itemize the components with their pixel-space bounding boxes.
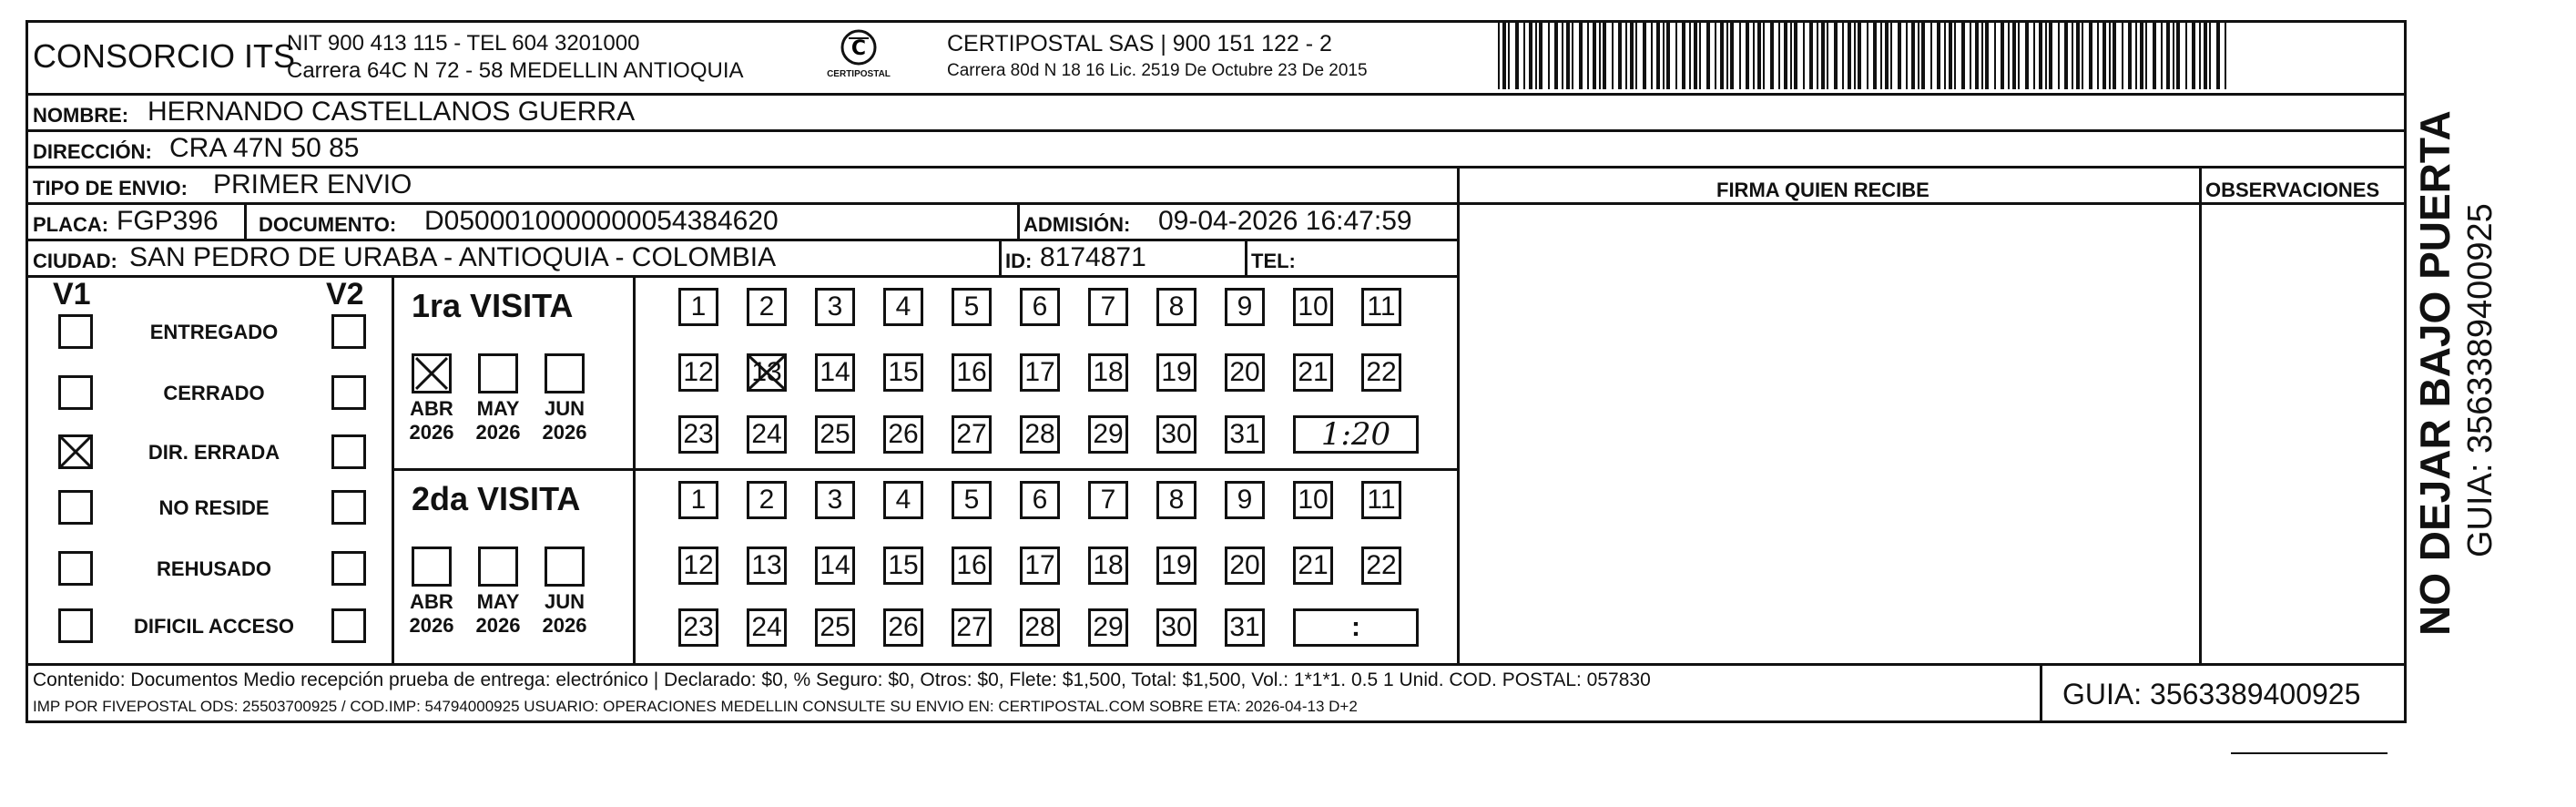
month-checkbox[interactable]: [478, 547, 518, 587]
barcode-bar: [1880, 22, 1882, 89]
id-label: ID:: [1005, 250, 1033, 272]
barcode-bar: [1873, 22, 1877, 89]
barcode-bar: [1663, 22, 1665, 89]
barcode-bar: [1944, 22, 1946, 89]
barcode-bar: [2153, 22, 2156, 89]
barcode-bar: [1508, 22, 1510, 89]
month-checkbox[interactable]: [545, 547, 585, 587]
barcode-bar: [1726, 22, 1728, 89]
barcode-bar: [1757, 22, 1761, 89]
barcode-bar: [1529, 22, 1532, 89]
barcode-bar: [1949, 22, 1952, 89]
barcode-bar: [1794, 22, 1797, 89]
day-box[interactable]: 11: [1361, 481, 1401, 519]
visit-title: 1ra VISITA: [412, 287, 574, 324]
barcode-bar: [2058, 22, 2060, 89]
barcode-bar: [1985, 22, 1989, 89]
day-box[interactable]: 27: [952, 608, 992, 647]
day-box[interactable]: 7: [1088, 288, 1128, 326]
tipo-label: TIPO DE ENVIO:: [33, 177, 188, 199]
barcode-bar: [2216, 22, 2220, 89]
day-box[interactable]: 8: [1156, 288, 1196, 326]
day-box[interactable]: 4: [883, 481, 923, 519]
barcode-bar: [2199, 22, 2201, 89]
day-box[interactable]: 24: [747, 608, 787, 647]
day-box[interactable]: 31: [1225, 415, 1265, 454]
v1-checkbox[interactable]: [58, 608, 93, 643]
barcode-bar: [2204, 22, 2207, 89]
barcode-bar: [1562, 22, 1563, 89]
barcode-bar: [1625, 22, 1627, 89]
footer-guia: GUIA: 3563389400925: [2062, 678, 2361, 710]
direccion-value: CRA 47N 50 85: [169, 133, 360, 163]
barcode-bar: [1599, 22, 1601, 89]
barcode-bar: [2109, 22, 2111, 89]
barcode-bar: [2140, 22, 2143, 89]
day-box[interactable]: 16: [952, 353, 992, 392]
admision-label: ADMISIÓN:: [1023, 213, 1131, 236]
day-box[interactable]: 7: [1088, 481, 1128, 519]
status-label: DIR. ERRADA: [148, 441, 280, 464]
day-box[interactable]: 3: [815, 481, 855, 519]
day-box[interactable]: 19: [1156, 353, 1196, 392]
day-box[interactable]: 15: [883, 547, 923, 585]
day-box[interactable]: 24: [747, 415, 787, 454]
day-box[interactable]: 16: [952, 547, 992, 585]
day-box[interactable]: 22: [1361, 353, 1401, 392]
day-box[interactable]: 13: [747, 547, 787, 585]
time-box[interactable]: :: [1293, 608, 1419, 647]
barcode-bar: [2135, 22, 2137, 89]
day-box[interactable]: 21: [1293, 353, 1333, 392]
day-box[interactable]: 15: [883, 353, 923, 392]
barcode-bar: [2025, 22, 2029, 89]
day-box[interactable]: 30: [1156, 608, 1196, 647]
day-box[interactable]: 31: [1225, 608, 1265, 647]
side-guia: GUIA: 3563389400925: [2461, 203, 2500, 557]
barcode-bar: [1821, 22, 1825, 89]
barcode-bar: [2161, 22, 2163, 89]
barcode-bar: [1579, 22, 1583, 89]
barcode-bar: [1994, 22, 1996, 89]
day-box[interactable]: 14: [815, 353, 855, 392]
day-box[interactable]: 9: [1225, 481, 1265, 519]
barcode-bar: [2039, 22, 2042, 89]
barcode-bar: [1682, 22, 1685, 89]
barcode-bar: [2166, 22, 2170, 89]
contenido-text: Contenido: Documentos Medio recepción prueba de entrega: electrónico | Declarado: $0, % Seguro: $0, Otros: $0, Flete: $1,500, Total: $1,500, Vol.: 1*1*1. 0.5 1 Unid. COD. POSTAL: 057830: [33, 669, 1651, 690]
barcode-bar: [1566, 22, 1570, 89]
company-name: CONSORCIO ITS: [33, 37, 296, 75]
barcode-bar: [1809, 22, 1813, 89]
barcode-bar: [1554, 22, 1558, 89]
barcode-bar: [1770, 22, 1774, 89]
v1-checkbox[interactable]: [58, 434, 93, 469]
v1-checkbox[interactable]: [58, 490, 93, 525]
status-label: NO RESIDE: [158, 496, 270, 519]
barcode-bar: [1981, 22, 1983, 89]
barcode-bar: [2145, 22, 2147, 89]
barcode-bar: [2018, 22, 2020, 89]
barcode-bar: [2097, 22, 2099, 89]
status-label: DIFICIL ACCESO: [133, 615, 294, 638]
barcode-bar: [1970, 22, 1971, 89]
barcode-bar: [1842, 22, 1844, 89]
day-box[interactable]: 10: [1293, 288, 1333, 326]
day-box[interactable]: 18: [1088, 547, 1128, 585]
decorative-line: [2231, 752, 2388, 754]
day-box[interactable]: 1: [678, 481, 718, 519]
company-address: Carrera 64C N 72 - 58 MEDELLIN ANTIOQUIA: [287, 58, 744, 83]
barcode-bar: [1975, 22, 1979, 89]
day-box[interactable]: 6: [1020, 481, 1060, 519]
day-box[interactable]: 21: [1293, 547, 1333, 585]
barcode-bar: [2173, 22, 2174, 89]
observaciones-header: OBSERVACIONES: [2205, 179, 2380, 201]
barcode-bar: [1535, 22, 1537, 89]
month-checkbox[interactable]: [412, 547, 452, 587]
month-label: JUN 2026: [542, 590, 587, 638]
barcode-bar: [1630, 22, 1634, 89]
day-box[interactable]: 2: [747, 481, 787, 519]
day-box[interactable]: 12: [678, 353, 718, 392]
barcode-bar: [2033, 22, 2035, 89]
placa-value: FGP396: [117, 206, 219, 236]
barcode-bar: [2072, 22, 2073, 89]
v2-checkbox[interactable]: [331, 314, 366, 349]
status-label: CERRADO: [163, 382, 265, 404]
company-nit: NIT 900 413 115 - TEL 604 3201000: [287, 31, 640, 56]
barcode-bar: [1593, 22, 1596, 89]
barcode-bar: [1706, 22, 1710, 89]
certipostal-info: CERTIPOSTAL SAS | 900 151 122 - 2: [947, 31, 1332, 56]
tel-label: TEL:: [1251, 250, 1296, 272]
day-box[interactable]: 26: [883, 608, 923, 647]
day-box[interactable]: 20: [1225, 547, 1265, 585]
barcode-bar: [1643, 22, 1646, 89]
day-box[interactable]: 30: [1156, 415, 1196, 454]
barcode-bar: [2008, 22, 2010, 89]
day-box[interactable]: 26: [883, 415, 923, 454]
ciudad-value: SAN PEDRO DE URABA - ANTIOQUIA - COLOMBIA: [129, 242, 777, 272]
day-box[interactable]: 9: [1225, 288, 1265, 326]
barcode-bar: [1539, 22, 1543, 89]
nombre-label: NOMBRE:: [33, 104, 129, 127]
barcode-bar: [1784, 22, 1787, 89]
barcode-bar: [1961, 22, 1965, 89]
month-checkbox[interactable]: [545, 353, 585, 393]
v1-checkbox[interactable]: [58, 375, 93, 410]
v1-checkbox[interactable]: [58, 551, 93, 586]
certipostal-logo: C CERTIPOSTAL: [809, 27, 909, 87]
barcode-bar: [1730, 22, 1734, 89]
direccion-label: DIRECCIÓN:: [33, 140, 152, 163]
day-box[interactable]: 8: [1156, 481, 1196, 519]
side-warning: NO DEJAR BAJO PUERTA: [2411, 110, 2459, 636]
day-box[interactable]: 25: [815, 608, 855, 647]
barcode-bar: [1498, 22, 1500, 89]
barcode-bar: [1854, 22, 1856, 89]
day-box[interactable]: 13: [747, 353, 787, 392]
barcode-bar: [1746, 22, 1749, 89]
barcode-bar: [1753, 22, 1755, 89]
nombre-value: HERNANDO CASTELLANOS GUERRA: [148, 97, 636, 127]
documento-label: DOCUMENTO:: [259, 213, 397, 236]
barcode-bar: [1911, 22, 1915, 89]
barcode-bar: [2192, 22, 2195, 89]
admision-value: 09-04-2026 16:47:59: [1158, 206, 1412, 236]
barcode-bar: [2103, 22, 2106, 89]
barcode-bar: [2122, 22, 2123, 89]
barcode-bar: [1603, 22, 1606, 89]
barcode-bar: [2012, 22, 2016, 89]
day-box[interactable]: 4: [883, 288, 923, 326]
time-box[interactable]: 1:20: [1293, 415, 1419, 454]
status-label: ENTREGADO: [149, 321, 279, 343]
barcode-bar: [1803, 22, 1805, 89]
day-box[interactable]: 28: [1020, 608, 1060, 647]
v1-checkbox[interactable]: [58, 314, 93, 349]
barcode-bar: [2225, 22, 2226, 89]
month-label: MAY 2026: [475, 590, 521, 638]
barcode-bar: [1502, 22, 1506, 89]
barcode-bar: [2082, 22, 2083, 89]
day-box[interactable]: 11: [1361, 288, 1401, 326]
barcode-bar: [1587, 22, 1589, 89]
day-box[interactable]: 28: [1020, 415, 1060, 454]
barcode-bar: [1954, 22, 1956, 89]
month-label: JUN 2026: [542, 397, 587, 444]
documento-value: D0500010000000054384620: [424, 206, 779, 236]
barcode-bar: [1937, 22, 1940, 89]
barcode-bar: [2128, 22, 2132, 89]
barcode-bar: [2064, 22, 2068, 89]
barcode-bar: [2076, 22, 2080, 89]
barcode-bar: [1675, 22, 1677, 89]
barcode-bar: [1666, 22, 1670, 89]
v2-checkbox[interactable]: [331, 490, 366, 525]
visit-title: 2da VISITA: [412, 480, 581, 517]
license-info: Carrera 80d N 18 16 Lic. 2519 De Octubre 23 De 2015: [947, 61, 1368, 80]
month-label: MAY 2026: [475, 397, 521, 444]
ciudad-label: CIUDAD:: [33, 250, 117, 272]
barcode-bar: [1890, 22, 1892, 89]
barcode-bar: [2185, 22, 2187, 89]
barcode-bar: [1612, 22, 1614, 89]
barcode-bar: [1739, 22, 1741, 89]
day-box[interactable]: 5: [952, 481, 992, 519]
day-box[interactable]: 18: [1088, 353, 1128, 392]
day-box[interactable]: 17: [1020, 547, 1060, 585]
barcode-bar: [1778, 22, 1780, 89]
day-box[interactable]: 5: [952, 288, 992, 326]
v2-checkbox[interactable]: [331, 551, 366, 586]
day-box[interactable]: 17: [1020, 353, 1060, 392]
day-box[interactable]: 27: [952, 415, 992, 454]
barcode-bar: [2113, 22, 2116, 89]
firma-header: FIRMA QUIEN RECIBE: [1716, 179, 1929, 201]
barcode-bar: [1921, 22, 1925, 89]
day-box[interactable]: 1: [678, 288, 718, 326]
day-box[interactable]: 23: [678, 608, 718, 647]
barcode-bar: [1906, 22, 1908, 89]
v2-header: V2: [326, 277, 364, 312]
barcode-bar: [1834, 22, 1838, 89]
day-box[interactable]: 23: [678, 415, 718, 454]
barcode-bar: [1763, 22, 1765, 89]
barcode-bar: [1572, 22, 1573, 89]
barcode-bar: [1898, 22, 1901, 89]
barcode-bar: [1858, 22, 1861, 89]
barcode-bar: [1515, 22, 1519, 89]
v2-checkbox[interactable]: [331, 608, 366, 643]
barcode-bar: [1715, 22, 1716, 89]
day-box[interactable]: 3: [815, 288, 855, 326]
placa-label: PLACA:: [33, 213, 109, 236]
barcode-bar: [1651, 22, 1653, 89]
barcode-bar: [1720, 22, 1724, 89]
tipo-value: PRIMER ENVIO: [213, 169, 412, 199]
barcode-bar: [1848, 22, 1851, 89]
barcode-bar: [1656, 22, 1660, 89]
day-box[interactable]: 22: [1361, 547, 1401, 585]
barcode-bar: [1790, 22, 1792, 89]
barcode-bar: [1699, 22, 1701, 89]
day-box[interactable]: 25: [815, 415, 855, 454]
status-label: REHUSADO: [157, 557, 271, 580]
month-checkbox[interactable]: [478, 353, 518, 393]
barcode-bar: [1918, 22, 1919, 89]
v2-checkbox[interactable]: [331, 434, 366, 469]
barcode-bar: [1635, 22, 1637, 89]
v2-checkbox[interactable]: [331, 375, 366, 410]
day-box[interactable]: 29: [1088, 415, 1128, 454]
barcode-bar: [1867, 22, 1868, 89]
day-box[interactable]: 19: [1156, 547, 1196, 585]
svg-text:C: C: [850, 37, 867, 60]
day-box[interactable]: 12: [678, 547, 718, 585]
month-label: ABR 2026: [409, 397, 454, 444]
day-box[interactable]: 2: [747, 288, 787, 326]
day-box[interactable]: 29: [1088, 608, 1128, 647]
v1-header: V1: [53, 277, 91, 312]
month-checkbox[interactable]: [412, 353, 452, 393]
barcode-bar: [2209, 22, 2211, 89]
barcode-bar: [1618, 22, 1622, 89]
barcode-bar: [1694, 22, 1697, 89]
month-label: ABR 2026: [409, 590, 454, 638]
barcode-bar: [1817, 22, 1818, 89]
imp-text: IMP POR FIVEPOSTAL ODS: 25503700925 / COD.IMP: 54794000925 USUARIO: OPERACIONES MEDELLIN CONSULTE SU ENVIO EN: CERTIPOSTAL.COM SOBRE ETA: 2026-04-13 D+2: [33, 698, 1358, 715]
id-value: 8174871: [1040, 242, 1146, 272]
day-box[interactable]: 20: [1225, 353, 1265, 392]
barcode-bar: [1827, 22, 1828, 89]
barcode-bar: [2001, 22, 2004, 89]
barcode-bar: [2049, 22, 2052, 89]
barcode-bar: [1689, 22, 1691, 89]
barcode-bar: [1523, 22, 1525, 89]
barcode-bar: [1885, 22, 1889, 89]
barcode-bar: [1548, 22, 1550, 89]
barcode-bar: [2176, 22, 2180, 89]
barcode: [1498, 22, 2231, 89]
barcode-bar: [2089, 22, 2092, 89]
day-box[interactable]: 10: [1293, 481, 1333, 519]
barcode-bar: [2045, 22, 2047, 89]
barcode-bar: [1930, 22, 1932, 89]
day-box[interactable]: 6: [1020, 288, 1060, 326]
day-box[interactable]: 14: [815, 547, 855, 585]
